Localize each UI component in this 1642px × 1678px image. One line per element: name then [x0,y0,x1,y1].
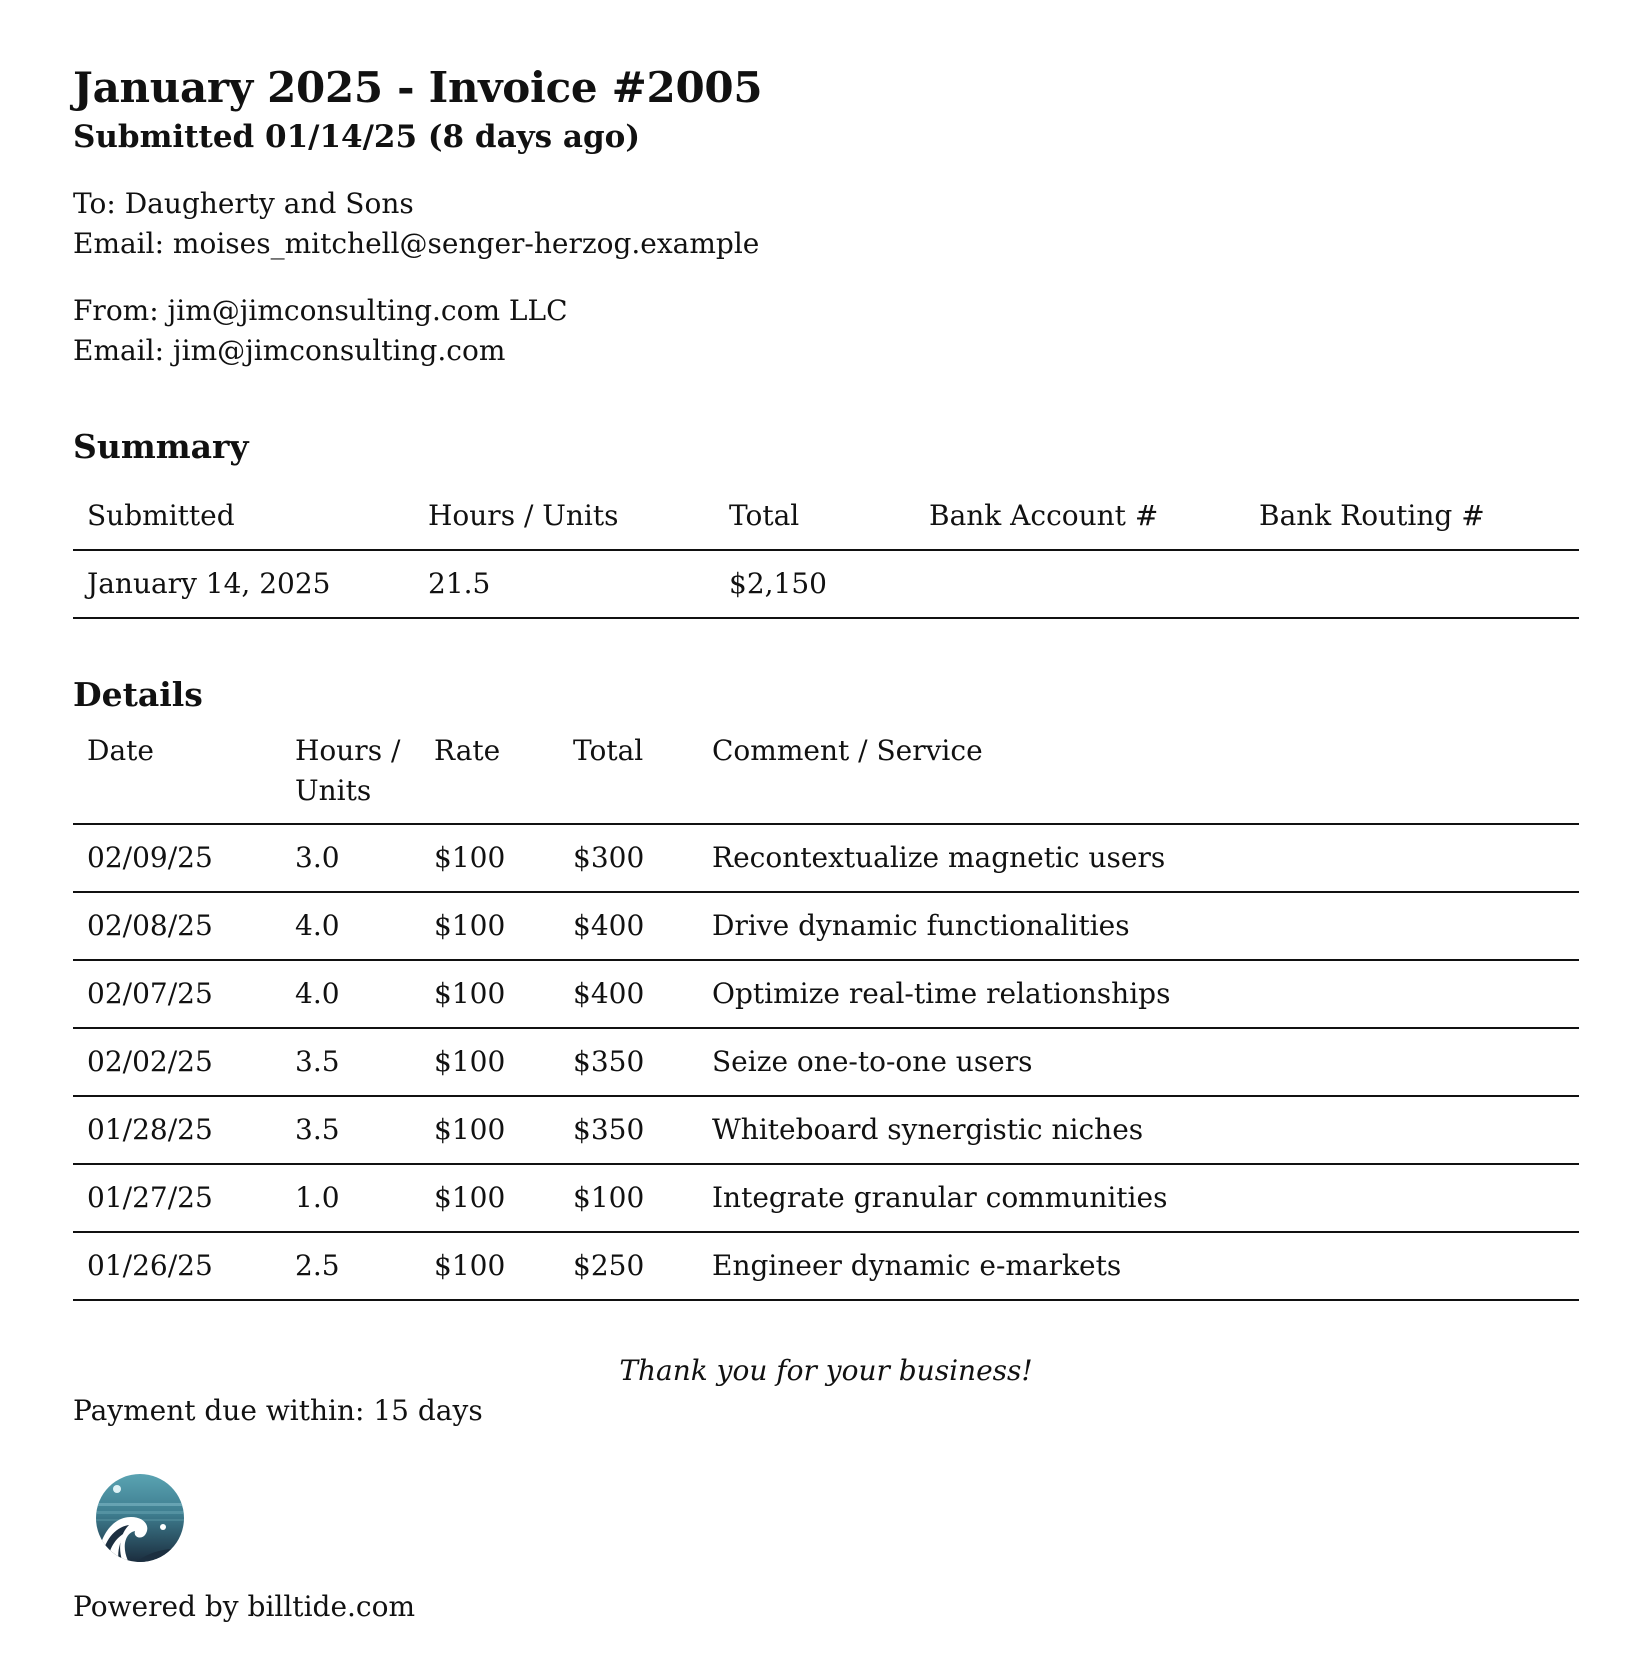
details-row [73,1232,1579,1300]
details-row [73,1028,1579,1096]
details-comment-cell: Recontextualize magnetic users [698,824,1579,892]
summary-col-bank-routing: Bank Routing # [1245,483,1579,550]
details-total-cell: $400 [559,892,698,960]
details-total-cell: $250 [559,1232,698,1300]
details-hours-cell: 2.5 [281,1232,420,1300]
details-comment-cell: Whiteboard synergistic niches [698,1096,1579,1164]
thank-you-message: Thank you for your business! [619,1354,1033,1387]
recipient-email: Email: moises_mitchell@senger-herzog.example [73,227,760,260]
details-col-total: Total [559,731,698,824]
details-row [73,960,1579,1028]
details-rate-cell: $100 [420,1028,559,1096]
details-col-date: Date [73,731,281,824]
details-body [73,824,1579,1300]
details-table [73,731,1579,1301]
details-comment-cell: Seize one-to-one users [698,1028,1579,1096]
summary-bank-routing-value [1245,550,1579,618]
details-rate-cell: $100 [420,824,559,892]
details-rate-cell: $100 [420,1232,559,1300]
sender-block [73,291,1569,371]
details-hours-cell: 3.5 [281,1096,420,1164]
recipient-block [73,184,1569,264]
details-comment-cell: Optimize real-time relationships [698,960,1579,1028]
details-col-comment: Comment / Service [698,731,1579,824]
details-date-cell: 02/09/25 [73,824,281,892]
summary-hours-value: 21.5 [414,550,715,618]
payment-terms: Payment due within: 15 days [73,1394,483,1427]
details-comment-cell: Drive dynamic functionalities [698,892,1579,960]
details-total-cell: $400 [559,960,698,1028]
details-hours-cell: 4.0 [281,960,420,1028]
summary-col-submitted: Submitted [73,483,414,550]
details-comment-cell: Integrate granular communities [698,1164,1579,1232]
details-total-cell: $100 [559,1164,698,1232]
details-date-cell: 01/27/25 [73,1164,281,1232]
details-date-cell: 02/07/25 [73,960,281,1028]
details-total-cell: $350 [559,1028,698,1096]
invoice-submitted-subtitle: Submitted 01/14/25 (8 days ago) [73,119,641,155]
details-col-hours: Hours / Units [281,731,420,824]
details-col-rate: Rate [420,731,559,824]
details-row [73,1164,1579,1232]
details-rate-cell: $100 [420,960,559,1028]
details-date-cell: 02/02/25 [73,1028,281,1096]
wave-logo-icon [95,1473,185,1563]
details-rate-cell: $100 [420,1096,559,1164]
details-total-cell: $350 [559,1096,698,1164]
details-heading: Details [73,675,203,714]
details-comment-cell: Engineer dynamic e-markets [698,1232,1579,1300]
details-header-row [73,731,1579,824]
details-hours-cell: 1.0 [281,1164,420,1232]
summary-heading: Summary [73,427,249,466]
details-row [73,892,1579,960]
summary-header-row [73,483,1579,550]
invoice-title: January 2025 - Invoice #2005 [73,63,763,112]
details-rate-cell: $100 [420,892,559,960]
details-total-cell: $300 [559,824,698,892]
summary-total-value: $2,150 [715,550,915,618]
summary-submitted-value: January 14, 2025 [73,550,414,618]
summary-row [73,550,1579,618]
details-date-cell: 02/08/25 [73,892,281,960]
summary-bank-account-value [915,550,1245,618]
summary-col-bank-account: Bank Account # [915,483,1245,550]
summary-table [73,483,1579,619]
powered-by-text: Powered by billtide.com [73,1590,416,1623]
details-hours-cell: 3.0 [281,824,420,892]
details-hours-cell: 4.0 [281,892,420,960]
details-rate-cell: $100 [420,1164,559,1232]
details-row [73,824,1579,892]
details-date-cell: 01/28/25 [73,1096,281,1164]
details-date-cell: 01/26/25 [73,1232,281,1300]
sender-name: From: jim@jimconsulting.com LLC [73,294,568,327]
summary-col-hours: Hours / Units [414,483,715,550]
summary-col-total: Total [715,483,915,550]
details-hours-cell: 3.5 [281,1028,420,1096]
details-row [73,1096,1579,1164]
recipient-name: To: Daugherty and Sons [73,187,414,220]
sender-email: Email: jim@jimconsulting.com [73,334,506,367]
